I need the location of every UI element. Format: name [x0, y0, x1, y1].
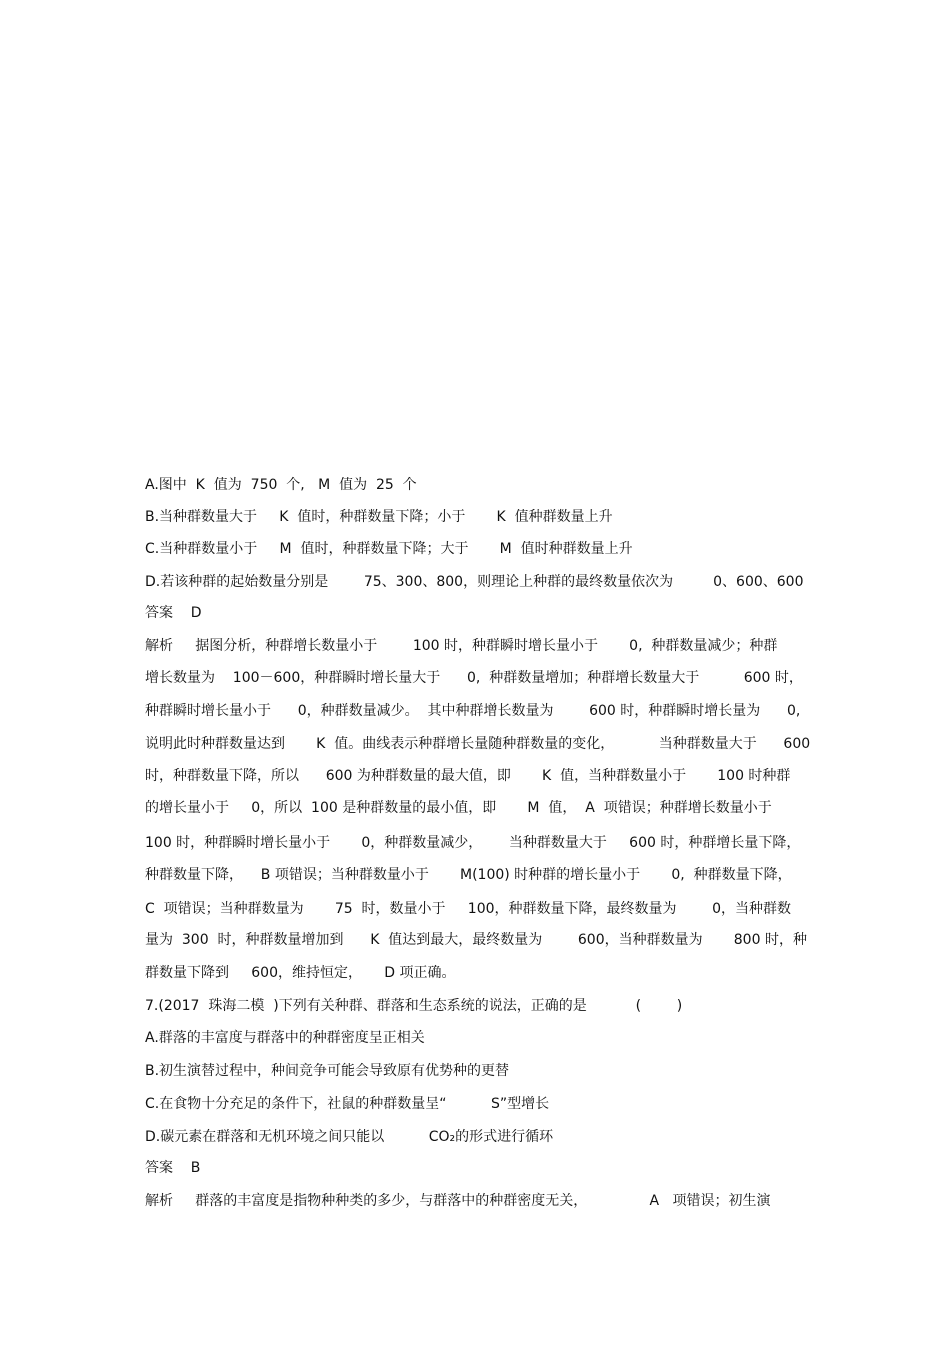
text-line: D.若该种群的起始数量分别是 75、300、800，则理论上种群的最终数量依次为 0、600、600 [145, 574, 804, 590]
text-line: 说明此时种群数量达到 K 值。曲线表示种群增长量随种群数量的变化， 当种群数量大于 600 [145, 736, 811, 752]
text-line: 解析 群落的丰富度是指物种种类的多少，与群落中的种群密度无关， A 项错误；初生演 [145, 1193, 771, 1209]
answer-label: 答案 B [145, 1160, 201, 1176]
text-line: A.图中 K 值为 750 个, M 值为 25 个 [145, 477, 417, 493]
text-line: 增长数量为 100－600，种群瞬时增长量大于 0, 种群数量增加；种群增长数量大于 600 时， [145, 670, 803, 686]
text-line: 100 时，种群瞬时增长量小于 0，种群数量减少， 当种群数量大于 600 时，种群增长量下降， [145, 835, 801, 851]
question-heading: 7.(2017 珠海二模 )下列有关种群、群落和生态系统的说法，正确的是 ( ) [145, 998, 683, 1014]
text-line: C.当种群数量小于 M 值时，种群数量下降；大于 M 值时种群数量上升 [145, 541, 633, 557]
text-line: D.碳元素在群落和无机环境之间只能以 CO₂的形式进行循环 [145, 1129, 554, 1145]
text-line: 的增长量小于 0，所以 100 是种群数量的最小值，即 M 值， A 项错误；种群增长数量小于 [145, 800, 772, 816]
text-line: C 项错误；当种群数量为 75 时，数量小于 100，种群数量下降，最终数量为 0，当种群数 [145, 901, 792, 917]
text-line: B.当种群数量大于 K 值时，种群数量下降；小于 K 值种群数量上升 [145, 509, 613, 525]
text-line: 群数量下降到 600，维持恒定， D 项正确。 [145, 965, 456, 981]
text-line: B.初生演替过程中，种间竞争可能会导致原有优势种的更替 [145, 1063, 510, 1079]
text-line: C.在食物十分充足的条件下，社鼠的种群数量呈“ S”型增长 [145, 1096, 550, 1112]
text-line: 种群瞬时增长量小于 0，种群数量减少。 其中种群增长数量为 600 时，种群瞬时增长量为 0, [145, 703, 801, 719]
text-line: 解析 据图分析，种群增长数量小于 100 时，种群瞬时增长量小于 0, 种群数量减少；种群 [145, 638, 778, 654]
answer-label: 答案 D [145, 605, 202, 621]
text-line: 种群数量下降， B 项错误；当种群数量小于 M(100) 时种群的增长量小于 0, 种群数量下降， [145, 867, 792, 883]
text-line: 量为 300 时，种群数量增加到 K 值达到最大，最终数量为 600，当种群数量为 800 时，种 [145, 932, 807, 948]
text-line: A.群落的丰富度与群落中的种群密度呈正相关 [145, 1030, 425, 1046]
text-line: 时，种群数量下降，所以 600 为种群数量的最大值，即 K 值，当种群数量小于 100 时种群 [145, 768, 791, 784]
